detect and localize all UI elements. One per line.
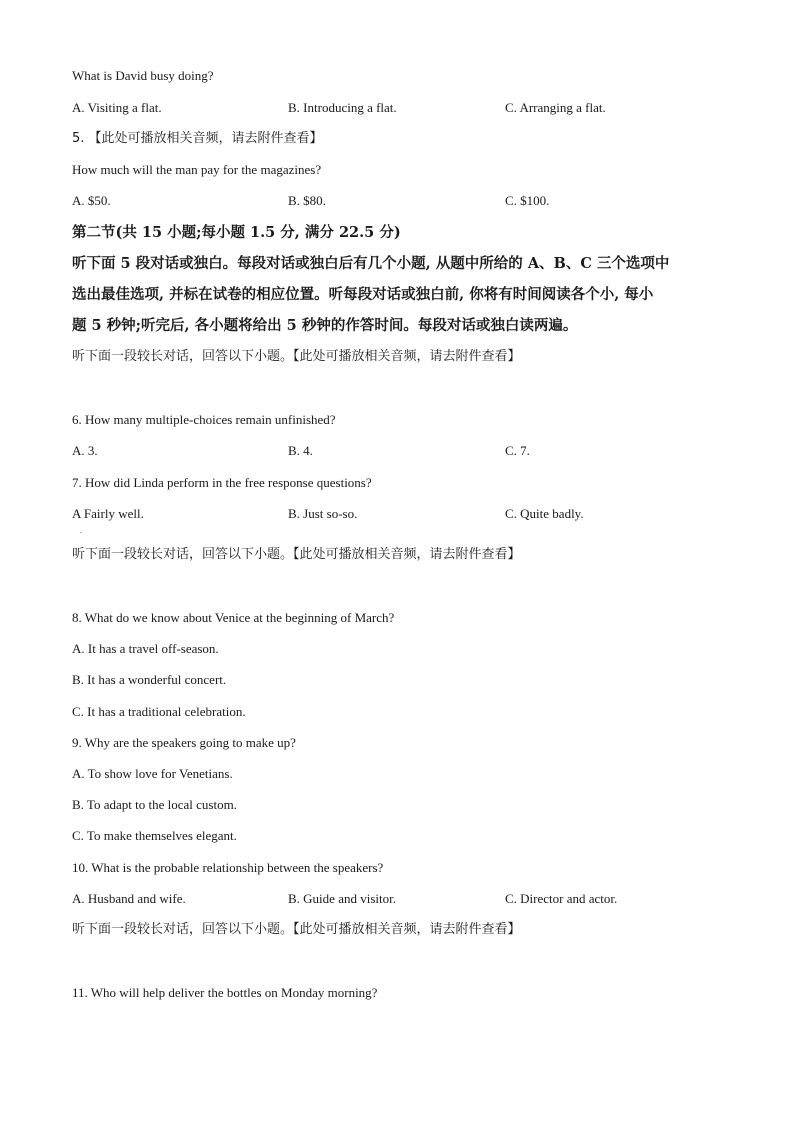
option-c: C. Arranging a flat. xyxy=(505,100,606,115)
stray-mark: . xyxy=(80,526,82,535)
option-c: C. $100. xyxy=(505,193,550,208)
audio-prompt: 听下面一段较长对话，回答以下小题。【此处可播放相关音频，请去附件查看】 xyxy=(72,922,521,937)
question-8-option-a: A. It has a travel off-season. xyxy=(72,641,219,656)
question-7-text: 7. How did Linda perform in the free response questions? xyxy=(72,475,372,490)
option-c: C. Director and actor. xyxy=(505,891,618,906)
section-2-heading: 第二节(共 15 小题;每小题 1.5 分, 满分 22.5 分) xyxy=(72,224,401,241)
question-5-text: How much will the man pay for the magazines? xyxy=(72,162,322,177)
question-10-options xyxy=(72,891,752,907)
question-5-options xyxy=(72,193,752,209)
option-a: A. Visiting a flat. xyxy=(72,100,162,115)
question-7-options xyxy=(72,506,752,522)
question-9-text: 9. Why are the speakers going to make up? xyxy=(72,735,296,750)
question-5-audio-note: 5. 【此处可播放相关音频，请去附件查看】 xyxy=(72,131,323,146)
option-a: A Fairly well. xyxy=(72,506,144,521)
audio-prompt: 听下面一段较长对话，回答以下小题。【此处可播放相关音频，请去附件查看】 xyxy=(72,349,521,364)
question-8-option-c: C. It has a traditional celebration. xyxy=(72,704,246,719)
question-4-options xyxy=(72,100,752,116)
option-b: B. Introducing a flat. xyxy=(288,100,397,115)
question-10-text: 10. What is the probable relationship between the speakers? xyxy=(72,860,384,875)
option-a: A. Husband and wife. xyxy=(72,891,186,906)
audio-prompt: 听下面一段较长对话，回答以下小题。【此处可播放相关音频，请去附件查看】 xyxy=(72,547,521,562)
section-2-instructions-line-1: 听下面 5 段对话或独白。每段对话或独白后有几个小题, 从题中所给的 A、B、C 三个选项中 xyxy=(72,255,670,272)
question-6-text: 6. How many multiple-choices remain unfinished? xyxy=(72,412,336,427)
question-11-text: 11. Who will help deliver the bottles on Monday morning? xyxy=(72,985,378,1000)
option-b: B. Guide and visitor. xyxy=(288,891,396,906)
option-c: C. 7. xyxy=(505,443,530,458)
section-2-instructions-line-3: 题 5 秒钟;听完后, 各小题将给出 5 秒钟的作答时间。每段对话或独白读两遍。 xyxy=(72,317,578,334)
question-8-text: 8. What do we know about Venice at the beginning of March? xyxy=(72,610,395,625)
option-b: B. 4. xyxy=(288,443,313,458)
option-c: C. Quite badly. xyxy=(505,506,584,521)
question-4-text: What is David busy doing? xyxy=(72,68,214,83)
option-a: A. 3. xyxy=(72,443,98,458)
option-a: A. $50. xyxy=(72,193,111,208)
question-8-option-b: B. It has a wonderful concert. xyxy=(72,672,227,687)
option-b: B. Just so-so. xyxy=(288,506,358,521)
question-9-option-a: A. To show love for Venetians. xyxy=(72,766,233,781)
question-6-options xyxy=(72,443,752,459)
section-2-instructions-line-2: 选出最佳选项, 并标在试卷的相应位置。听每段对话或独白前, 你将有时间阅读各个小, 每小 xyxy=(72,286,654,303)
question-9-option-c: C. To make themselves elegant. xyxy=(72,828,237,843)
option-b: B. $80. xyxy=(288,193,326,208)
question-9-option-b: B. To adapt to the local custom. xyxy=(72,797,237,812)
